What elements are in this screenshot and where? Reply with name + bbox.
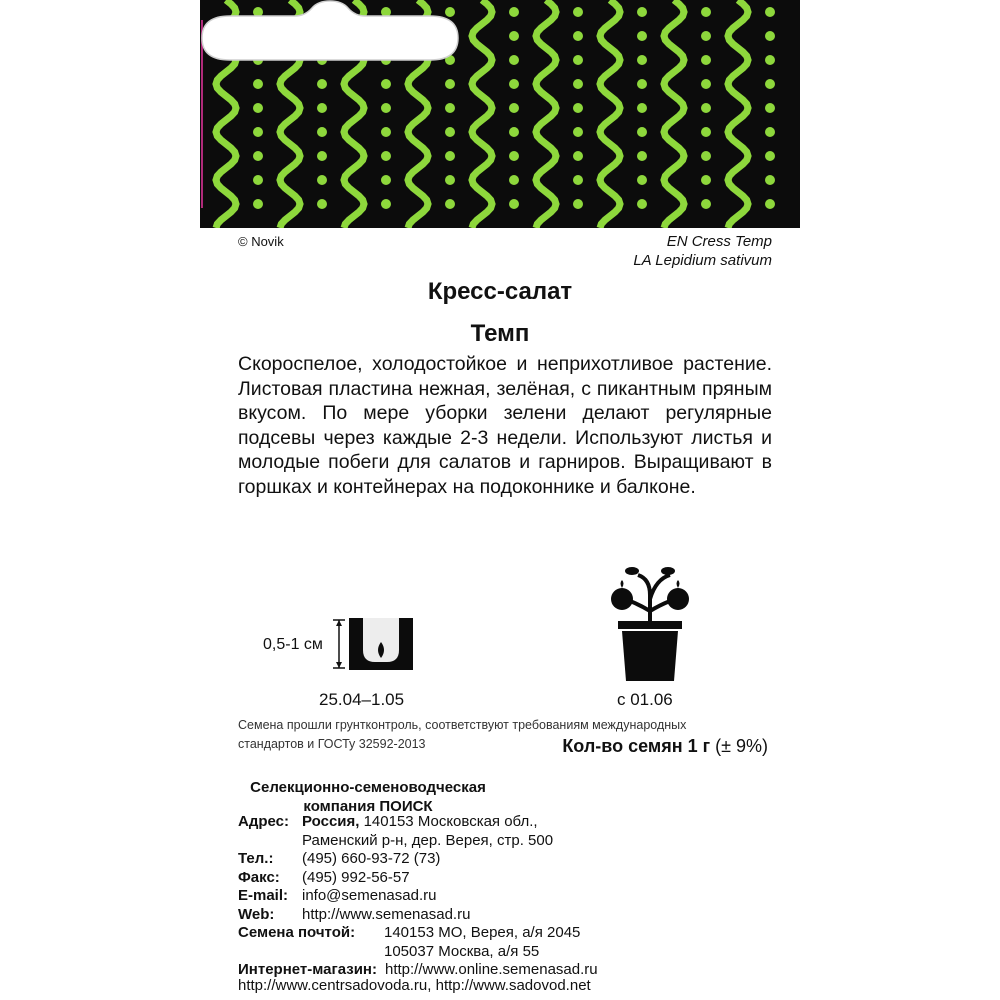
seed-quantity bbox=[562, 736, 768, 757]
pattern-dot bbox=[509, 199, 519, 209]
pattern-dot bbox=[509, 127, 519, 137]
sowing-depth: 0,5-1 см bbox=[263, 636, 323, 653]
description: Скороспелое, холодостойкое и неприхотливое растение. Листовая пластина нежная, зелёная, с пикантным пряным вкусом. По мере уборки зелени делают регулярные подсевы через каждые 2-3 недели. Используют листья и молодые побеги для салатов и гарниров. Выращивают в горшках и контейнерах на подоконнике и балконе. bbox=[238, 353, 772, 498]
pattern-dot bbox=[317, 127, 327, 137]
pattern-dot bbox=[317, 151, 327, 161]
pattern-dot bbox=[701, 55, 711, 65]
pattern-dot bbox=[765, 55, 775, 65]
pattern-dot bbox=[637, 199, 647, 209]
harvest-date: с 01.06 bbox=[617, 690, 673, 709]
pattern-dot bbox=[253, 79, 263, 89]
seed-quantity-label: Кол-во семян 1 г bbox=[562, 736, 711, 756]
mail-order-line-1: 140153 МО, Верея, а/я 2045 bbox=[384, 924, 581, 941]
certification-line-1: Семена прошли грунтконтроль, соответствуют требованиям международных bbox=[238, 718, 687, 732]
pattern-dot bbox=[381, 151, 391, 161]
web-label: Web: bbox=[238, 905, 275, 923]
pattern-dot bbox=[253, 127, 263, 137]
hang-hole-icon bbox=[200, 0, 460, 62]
pattern-dot bbox=[509, 175, 519, 185]
email-value[interactable]: info@semenasad.ru bbox=[302, 887, 437, 904]
pattern-dot bbox=[445, 103, 455, 113]
pattern-dot bbox=[701, 79, 711, 89]
crop-title: Кресс-салат bbox=[427, 278, 573, 305]
address-line-1 bbox=[302, 813, 538, 832]
latin-name: LA Lepidium sativum bbox=[633, 252, 772, 269]
site-link-centrsadovoda[interactable]: http://www.centrsadovoda.ru, bbox=[238, 977, 432, 994]
pattern-dot bbox=[573, 127, 583, 137]
extra-sites bbox=[238, 977, 591, 994]
pattern-dot bbox=[317, 175, 327, 185]
pattern-dot bbox=[765, 175, 775, 185]
potted-plant-icon bbox=[610, 565, 690, 683]
pattern-dot bbox=[573, 199, 583, 209]
pattern-dot bbox=[573, 55, 583, 65]
address-country: Россия, bbox=[302, 813, 360, 830]
pattern-dot bbox=[701, 103, 711, 113]
pattern-dot bbox=[573, 79, 583, 89]
pattern-dot bbox=[765, 103, 775, 113]
pattern-dot bbox=[701, 127, 711, 137]
pattern-dot bbox=[637, 175, 647, 185]
site-link-sadovod[interactable]: http://www.sadovod.net bbox=[435, 977, 591, 994]
address-region: 140153 Московская обл., bbox=[363, 813, 538, 830]
pattern-dot bbox=[445, 127, 455, 137]
phone-value: (495) 660-93-72 (73) bbox=[302, 850, 441, 867]
pattern-dot bbox=[701, 151, 711, 161]
pattern-dot bbox=[573, 103, 583, 113]
pattern-dot bbox=[445, 79, 455, 89]
phone-label: Тел.: bbox=[238, 850, 274, 867]
pattern-dot bbox=[701, 175, 711, 185]
email-label: E-mail: bbox=[238, 887, 289, 904]
mail-order-label: Семена почтой: bbox=[238, 924, 356, 941]
pattern-dot bbox=[381, 199, 391, 209]
pattern-dot bbox=[765, 199, 775, 209]
pattern-dot bbox=[509, 151, 519, 161]
pattern-dot bbox=[637, 151, 647, 161]
decorative-pattern-band bbox=[200, 0, 800, 228]
certification-line-2: стандартов и ГОСТу 32592-2013 bbox=[238, 737, 426, 751]
pattern-dot bbox=[765, 127, 775, 137]
pattern-dot bbox=[509, 55, 519, 65]
pattern-dot bbox=[445, 175, 455, 185]
shop-link[interactable]: http://www.online.semenasad.ru bbox=[385, 961, 598, 978]
pattern-dot bbox=[253, 103, 263, 113]
english-name: EN Cress Temp bbox=[666, 233, 772, 250]
copyright: © Novik bbox=[238, 234, 284, 249]
pattern-dot bbox=[381, 103, 391, 113]
mail-order-line-2: 105037 Москва, а/я 55 bbox=[384, 942, 540, 960]
pattern-dot bbox=[765, 151, 775, 161]
pattern-dot bbox=[701, 199, 711, 209]
pattern-dot bbox=[445, 151, 455, 161]
pattern-dot bbox=[573, 31, 583, 41]
pattern-dot bbox=[509, 103, 519, 113]
pattern-dot bbox=[509, 79, 519, 89]
seed-depth-icon bbox=[333, 616, 415, 672]
shop-label: Интернет-магазин: bbox=[238, 961, 377, 978]
pattern-dot bbox=[381, 127, 391, 137]
pattern-dot bbox=[765, 7, 775, 17]
variety-title: Темп bbox=[470, 320, 530, 347]
web-link[interactable]: http://www.semenasad.ru bbox=[302, 905, 471, 923]
company-name-line-1: Селекционно-семеноводческая bbox=[250, 779, 486, 796]
address-label: Адрес: bbox=[238, 813, 289, 830]
pattern-dot bbox=[253, 199, 263, 209]
pattern-dot bbox=[253, 151, 263, 161]
pattern-dot bbox=[637, 103, 647, 113]
pattern-dot bbox=[253, 175, 263, 185]
pattern-dot bbox=[381, 79, 391, 89]
pattern-dot bbox=[509, 7, 519, 17]
pattern-dot bbox=[701, 31, 711, 41]
sowing-date: 25.04–1.05 bbox=[319, 690, 405, 709]
pattern-dot bbox=[573, 151, 583, 161]
seed-quantity-tolerance: (± 9%) bbox=[715, 736, 768, 756]
pattern-dot bbox=[445, 199, 455, 209]
pattern-dot bbox=[637, 79, 647, 89]
pattern-dot bbox=[765, 79, 775, 89]
pattern-dot bbox=[637, 127, 647, 137]
pattern-dot bbox=[317, 103, 327, 113]
pattern-dot bbox=[701, 7, 711, 17]
pattern-dot bbox=[765, 31, 775, 41]
pattern-dot bbox=[637, 55, 647, 65]
pattern-dot bbox=[637, 31, 647, 41]
pattern-dot bbox=[573, 175, 583, 185]
pattern-dot bbox=[573, 7, 583, 17]
pattern-dot bbox=[637, 7, 647, 17]
fax-label: Факс: bbox=[238, 868, 280, 886]
pattern-dot bbox=[317, 79, 327, 89]
address-line-2: Раменский р-н, дер. Верея, стр. 500 bbox=[302, 831, 554, 849]
company-name-line-2: компания ПОИСК bbox=[303, 798, 433, 815]
pattern-dot bbox=[381, 175, 391, 185]
pattern-dot bbox=[509, 31, 519, 41]
seed-packet bbox=[200, 0, 800, 1000]
company-name bbox=[238, 778, 498, 816]
pattern-dot bbox=[317, 199, 327, 209]
fax-value: (495) 992-56-57 bbox=[302, 868, 410, 886]
